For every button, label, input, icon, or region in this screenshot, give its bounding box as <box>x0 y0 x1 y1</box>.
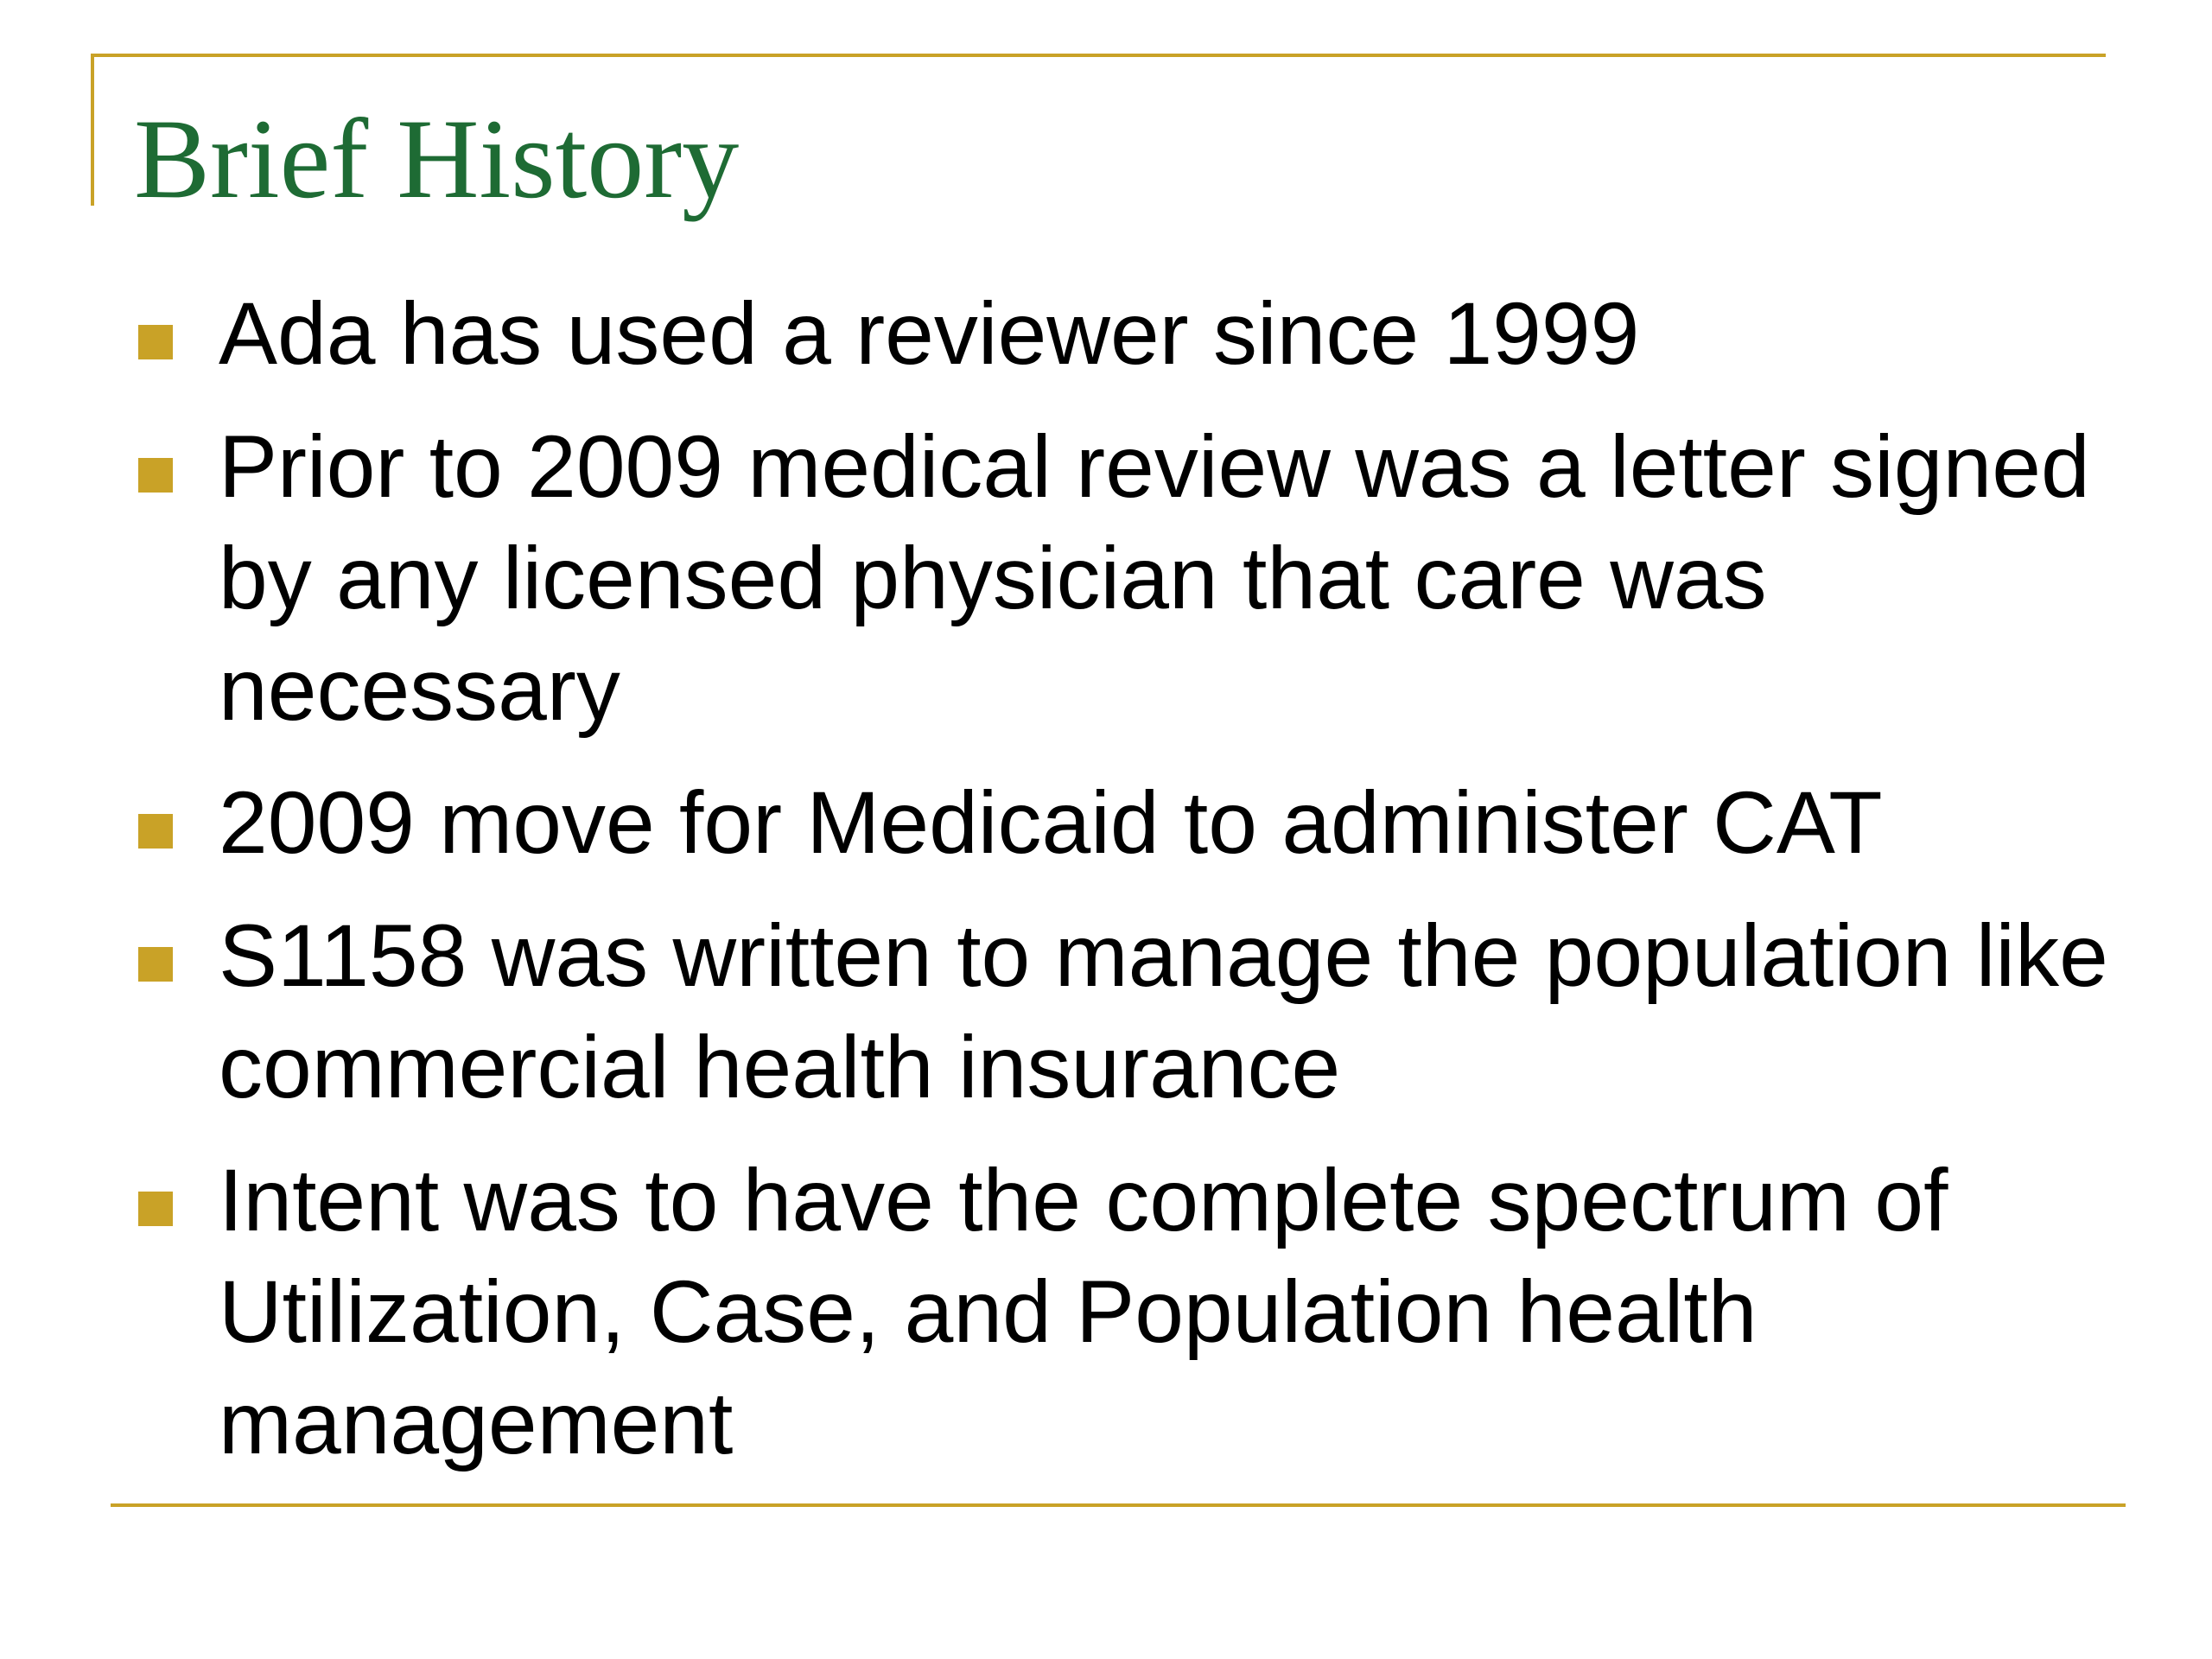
bullet-list <box>138 278 2108 1501</box>
left-rule <box>91 54 94 206</box>
bullet-item <box>138 278 2108 390</box>
square-bullet-icon <box>138 325 173 359</box>
square-bullet-icon <box>138 1192 173 1226</box>
bullet-text: Ada has used a reviewer since 1999 <box>219 284 1640 383</box>
square-bullet-icon <box>138 458 173 493</box>
bullet-text: S1158 was written to manage the population like commercial health insurance <box>219 906 2108 1116</box>
slide-title: Brief History <box>134 95 740 222</box>
square-bullet-icon <box>138 814 173 849</box>
bottom-rule <box>111 1503 2126 1507</box>
bullet-item <box>138 411 2108 746</box>
top-rule <box>91 54 2106 57</box>
bullet-text: 2009 move for Medicaid to administer CAT <box>219 773 1883 872</box>
bullet-text: Intent was to have the complete spectrum of Utilization, Case, and Population health management <box>219 1151 1948 1472</box>
bullet-item <box>138 900 2108 1123</box>
bullet-item <box>138 1145 2108 1479</box>
bullet-text: Prior to 2009 medical review was a letter signed by any licensed physician that care was necessary <box>219 417 2090 739</box>
bullet-item <box>138 767 2108 879</box>
square-bullet-icon <box>138 947 173 982</box>
